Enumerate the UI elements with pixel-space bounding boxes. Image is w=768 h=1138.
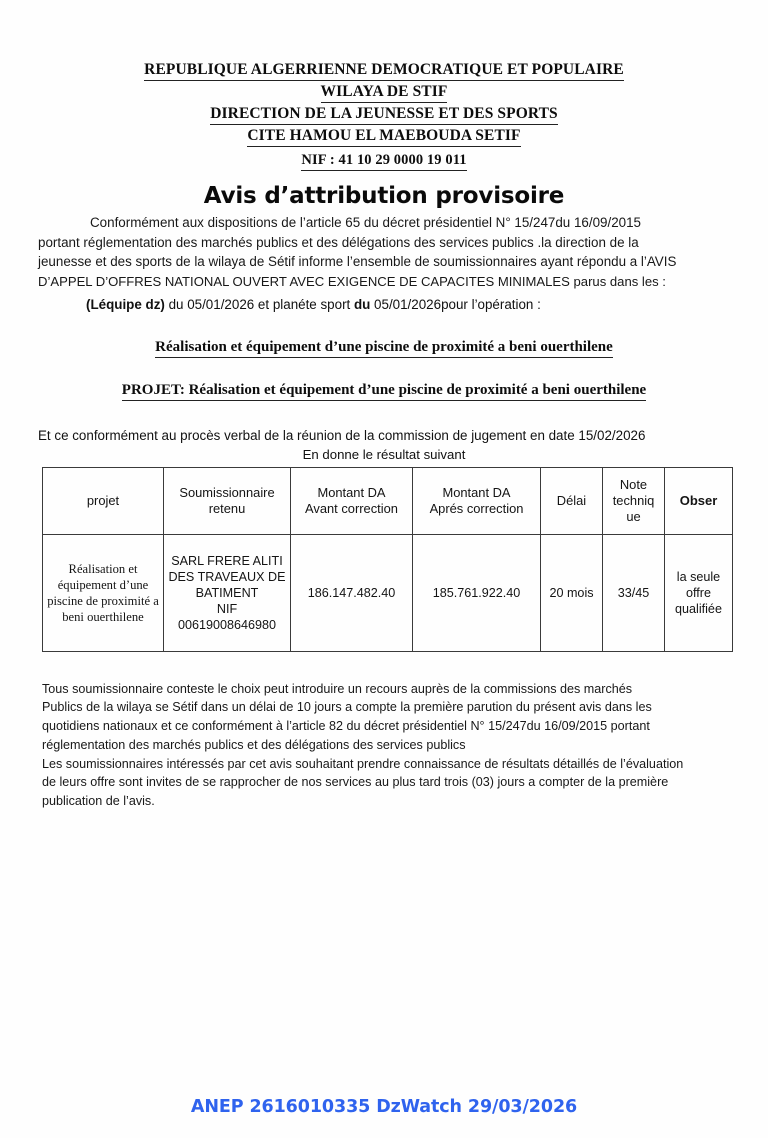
closing-p1-line1: Tous soumissionnaire conteste le choix peut introduire un recours auprès de la commissions des marchés [42,681,633,696]
closing-p1-line3: quotidiens nationaux et ce conformément à l’article 82 du décret présidentiel N° 15/247du 16/09/2015 portant [42,719,650,734]
cell-soumissionnaire-line2: DES TRAVEAUX DE [168,569,286,584]
cell-projet: Réalisation et équipement d’une piscine de proximité a beni ouerthilene [43,534,164,651]
publication-mid-text: du 05/01/2026 et planéte sport [164,297,354,312]
table-row [43,534,733,651]
cell-soumissionnaire-line4: NIF [216,601,238,616]
column-header-note-line2: techniq [612,492,655,508]
column-header-soumissionnaire-line1: Soumissionnaire [179,484,275,500]
publication-name-primary: (Léquipe dz) [86,297,165,312]
results-table-head [43,467,733,534]
cell-soumissionnaire-line5: 00619008646980 [177,617,277,632]
letterhead-line-nif-text: NIF : 41 10 29 0000 19 011 [301,150,466,171]
project-heading [0,339,768,358]
letterhead-line-address [0,126,768,147]
cell-observation-line2: offre [686,585,711,600]
page-title: Avis d’attribution provisoire [203,183,565,209]
closing-p1-line2: Publics de la wilaya se Sétif dans un délai de 10 jours a compte la première parution du présent avis dans les [42,700,652,715]
pv-reference-line [38,427,730,463]
project-label-line [0,382,768,401]
closing-paragraphs [42,680,730,812]
column-header-montant-avant [291,467,413,534]
intro-line-1: Conformément aux dispositions de l’article 65 du décret présidentiel N° 15/247du 16/09/2015 [90,215,641,230]
letterhead-line-nif [0,150,768,171]
table-header-row [43,467,733,534]
intro-line-2: portant réglementation des marchés publics et des délégations des services publics .la direction de la [38,234,639,250]
intro-paragraph [38,213,730,291]
cell-soumissionnaire [164,534,291,651]
letterhead-line-wilaya-text: WILAYA DE STIF [321,82,448,103]
closing-p2-line2: de leurs offre sont invites de se rapprocher de nos services au plus tard trois (03) jours a compter de la première [42,775,669,790]
publication-suffix-text: 05/01/2026pour l’opération : [370,297,541,312]
column-header-note-technique [603,467,665,534]
results-table-wrapper [42,467,732,652]
column-header-note-line3: ue [626,508,641,524]
cell-montant-apres: 185.761.922.40 [413,534,541,651]
column-header-soumissionnaire-line2: retenu [208,500,246,516]
column-header-montant-avant-line2: Avant correction [305,500,398,516]
project-label-text: PROJET: Réalisation et équipement d’une piscine de proximité a beni ouerthilene [122,382,646,401]
cell-montant-avant: 186.147.482.40 [291,534,413,651]
cell-observation-line1: la seule [676,569,721,584]
letterhead-line-direction-text: DIRECTION DE LA JEUNESSE ET DES SPORTS [210,104,558,125]
pv-result-subtitle: En donne le résultat suivant [302,446,466,462]
column-header-note-line1: Note [619,476,648,492]
cell-soumissionnaire-line1: SARL FRERE ALITI [171,553,283,568]
intro-line-3: jeunesse et des sports de la wilaya de Sétif informe l’ensemble de soumissionnaires ayant répondu a l’AVIS [38,254,677,269]
results-table-body [43,534,733,651]
closing-p2-line1: Les soumissionnaires intéressés par cet avis souhaitant prendre connaissance de résultats détaillés de l’évaluation [42,756,684,771]
publications-line [38,295,730,315]
letterhead-line-direction [0,104,768,125]
results-table [42,467,733,652]
cell-observation [665,534,733,651]
cell-note-technique: 33/45 [603,534,665,651]
letterhead-line-republic [0,60,768,81]
closing-p1-line4: réglementation des marchés publics et des délégations des services publics [42,737,466,752]
cell-observation-line3: qualifiée [675,601,722,616]
anep-footer: ANEP 2616010335 DzWatch 29/03/2026 [190,1097,578,1117]
letterhead [0,0,768,171]
letterhead-line-address-text: CITE HAMOU EL MAEBOUDA SETIF [247,126,520,147]
letterhead-line-republic-text: REPUBLIQUE ALGERRIENNE DEMOCRATIQUE ET POPULAIRE [144,60,624,81]
column-header-soumissionnaire [164,467,291,534]
letterhead-line-wilaya [0,82,768,103]
project-heading-text: Réalisation et équipement d’une piscine de proximité a beni ouerthilene [155,339,613,358]
cell-soumissionnaire-line3: BATIMENT [195,585,259,600]
column-header-montant-apres-line1: Montant DA [442,484,511,500]
publication-du-bold: du [353,297,371,312]
column-header-projet: projet [43,467,164,534]
cell-delai: 20 mois [541,534,603,651]
column-header-montant-apres-line2: Aprés correction [429,500,524,516]
closing-p2-line3: publication de l’avis. [42,794,155,809]
pv-reference-text: Et ce conformément au procès verbal de la réunion de la commission de jugement en date 15/02/2026 [38,427,646,443]
column-header-observation: Obser [665,467,733,534]
intro-line-4: D’APPEL D’OFFRES NATIONAL OUVERT AVEC EXIGENCE DE CAPACITES MINIMALES parus dans les : [38,273,666,289]
column-header-montant-apres [413,467,541,534]
column-header-montant-avant-line1: Montant DA [317,484,386,500]
column-header-delai: Délai [541,467,603,534]
